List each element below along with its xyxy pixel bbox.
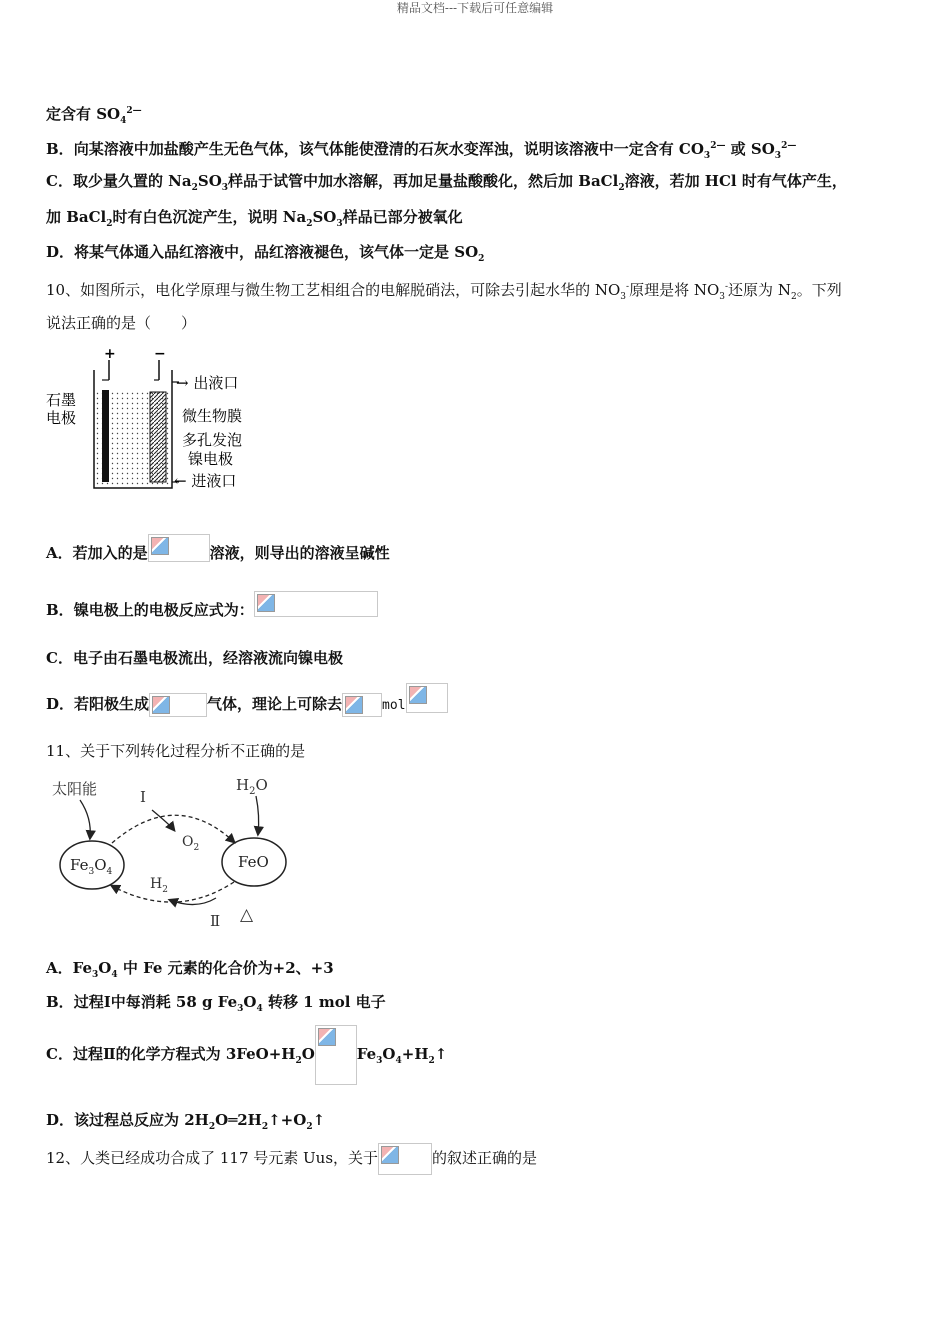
feo-label: FeO (238, 853, 269, 871)
graphite-label-1: 石墨 (46, 391, 77, 409)
step-two-label: Ⅱ (210, 912, 221, 930)
broken-image-icon (345, 696, 363, 714)
q11-option-d: D．该过程总反应为 $2H_2O═2H_2↑+O_2↑$ (46, 1111, 326, 1132)
oxygen-label: $O_2$ (182, 834, 200, 853)
q11-option-a: A．$Fe_3O_4$ 中 Fe 元素的化合价为+2、+3 (46, 959, 334, 980)
q9-option-b: B．向某溶液中加盐酸产生无色气体，该气体能使澄清的石灰水变浑浊，说明该溶液中一定含有 $CO_3^{2—}$ 或 $SO_3^{2—}$ (46, 140, 797, 161)
membrane-label: 微生物膜 (182, 407, 243, 425)
outlet-label: → 出液口 (176, 374, 239, 392)
broken-image-placeholder (342, 693, 382, 717)
q10-stem-line2: 说法正确的是（ ） (46, 314, 197, 332)
heat-symbol: △ (240, 905, 254, 925)
q10-option-c: C．电子由石墨电极流出，经溶液流向镍电极 (46, 649, 343, 667)
broken-image-icon (381, 1146, 399, 1164)
q9-option-d: D．将某气体通入品红溶液中，品红溶液褪色，该气体一定是 $SO_2$ (46, 243, 485, 264)
process-two-arrow (112, 882, 234, 902)
q9-option-c-line2: 加 BaCl$_2$时有白色沉淀产生，说明 $Na_2SO_3$样品已部分被氧化 (46, 208, 463, 229)
iron-oxide-cycle-figure (46, 770, 296, 932)
water-label: $H_2O$ (236, 776, 268, 797)
q11-option-c: C．过程Ⅱ的化学方程式为 $3FeO+H_2O$ $Fe_3O_4+H_2↑$ (46, 1024, 447, 1091)
broken-image-placeholder (315, 1025, 357, 1085)
nickel-label-1: 多孔发泡 (182, 431, 243, 449)
broken-image-placeholder (378, 1143, 432, 1175)
broken-image-placeholder (254, 591, 378, 617)
step-one-label: Ⅰ (140, 788, 146, 806)
page-header: 精品文档---下载后可任意编辑 (396, 1, 554, 15)
broken-image-placeholder (148, 534, 210, 562)
hydrogen-label: $H_2$ (150, 876, 168, 895)
q12-stem: 12、人类已经成功合成了 117 号元素 Uus，关于 的叙述正确的是 (46, 1142, 537, 1175)
minus-terminal-label: − (154, 346, 166, 362)
broken-image-placeholder (406, 683, 448, 713)
water-input-arrow (256, 796, 259, 834)
solar-energy-label: 太阳能 (52, 780, 98, 798)
nickel-electrode (150, 392, 166, 482)
q9-option-c: C．取少量久置的 $Na_2SO_3$样品于试管中加水溶解，再加足量盐酸酸化，然后加 BaCl$_2$溶液，若加 HCl 时有气体产生， (46, 172, 847, 193)
fe3o4-label: $Fe_3O_4$ (70, 856, 113, 877)
nickel-label-2: 镍电极 (188, 450, 234, 468)
q10-option-b: B．镍电极上的电极反应式为： (46, 596, 378, 624)
hydrogen-release-arrow (170, 898, 216, 905)
graphite-label-2: 电极 (46, 409, 77, 427)
broken-image-icon (151, 537, 169, 555)
solar-input-arrow (80, 800, 90, 838)
q10-stem: 10、如图所示，电化学原理与微生物工艺相组合的电解脱硝法，可除去引起水华的 $NO_3^-$原理是将 $NO_3^-$还原为 $N_2$。下列 (46, 281, 842, 302)
inlet-label: ← 进液口 (174, 472, 237, 490)
q10-option-d: D．若阳极生成 气体，理论上可除去 mol (46, 690, 448, 720)
plus-terminal-label: + (104, 346, 116, 362)
q10-option-a: A．若加入的是 溶液，则导出的溶液呈碱性 (46, 539, 390, 567)
q9-continuation: 定含有 $SO_4^{2—}$ (46, 105, 142, 126)
broken-image-icon (257, 594, 275, 612)
broken-image-icon (152, 696, 170, 714)
oxygen-release-arrow (152, 810, 174, 830)
q11-option-b: B．过程Ⅰ中每消耗 58 g $Fe_3O_4$ 转移 1 mol 电子 (46, 993, 386, 1014)
electrolysis-cell-figure (46, 342, 266, 498)
broken-image-icon (318, 1028, 336, 1046)
q11-stem: 11、关于下列转化过程分析不正确的是 (46, 742, 306, 760)
broken-image-icon (409, 686, 427, 704)
broken-image-placeholder (149, 693, 207, 717)
graphite-electrode (102, 390, 109, 482)
